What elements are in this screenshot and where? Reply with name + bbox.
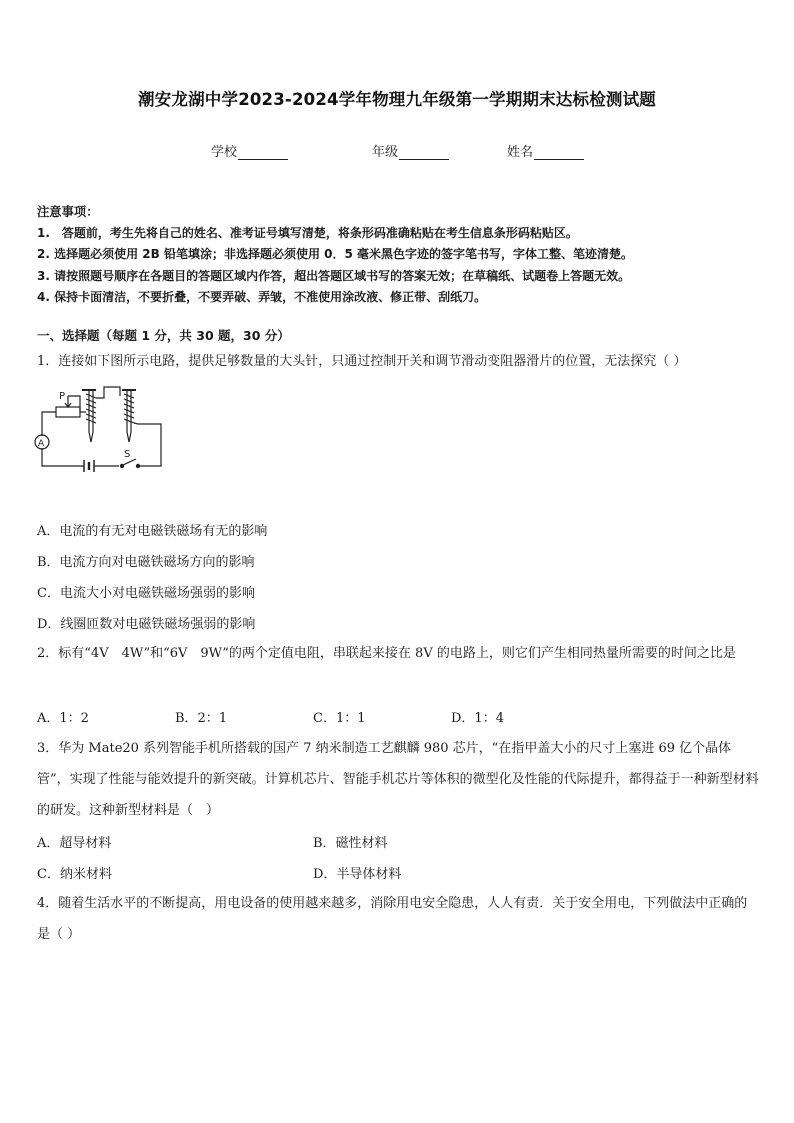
- rheostat-slider-label: P: [59, 391, 66, 402]
- question-4-stem: 4．随着生活水平的不断提高，用电设备的使用越来越多，消除用电安全隐患，人人有责．关于安全用电，下列做法中正确的是（ ）: [37, 896, 748, 942]
- note-item-2: 2. 选择题必须使用 2B 铅笔填涂；非选择题必须使用 0．5 毫米黑色字迹的签字笔书写，字体工整、笔迹清楚。: [37, 247, 633, 262]
- school-label: 学校: [211, 145, 238, 160]
- school-blank[interactable]: [238, 145, 288, 160]
- grade-field[interactable]: [372, 141, 449, 160]
- question-1-option-d[interactable]: D．线圈匝数对电磁铁磁场强弱的影响: [37, 617, 256, 632]
- student-info-row: [0, 141, 794, 161]
- switch-label: S: [124, 449, 131, 460]
- question-1-option-c[interactable]: C．电流大小对电磁铁磁场强弱的影响: [37, 586, 255, 601]
- question-2-option-d[interactable]: D．1：4: [451, 711, 504, 726]
- name-blank[interactable]: [534, 145, 584, 160]
- question-3-option-a[interactable]: A．超导材料: [37, 836, 112, 851]
- question-3-option-c[interactable]: C．纳米材料: [37, 867, 112, 882]
- question-2-option-b[interactable]: B．2：1: [175, 711, 228, 726]
- question-3-option-d[interactable]: D．半导体材料: [313, 867, 402, 882]
- question-1-option-a[interactable]: A．电流的有无对电磁铁磁场有无的影响: [37, 524, 268, 539]
- exam-notes: [37, 202, 633, 308]
- question-1-option-b[interactable]: B．电流方向对电磁铁磁场方向的影响: [37, 555, 255, 570]
- name-field[interactable]: [507, 141, 584, 160]
- question-2-option-c[interactable]: C．1：1: [313, 711, 366, 726]
- electromagnet-circuit-figure: [34, 382, 169, 472]
- school-field[interactable]: [211, 141, 288, 160]
- question-3-option-b[interactable]: B．磁性材料: [313, 836, 388, 851]
- ammeter-label: A: [38, 439, 45, 449]
- notes-title: 注意事项：: [37, 205, 99, 219]
- name-label: 姓名: [507, 145, 534, 160]
- note-item-3: 3. 请按照题号顺序在各题目的答题区域内作答，超出答题区域书写的答案无效；在草稿纸、试题卷上答题无效。: [37, 268, 631, 283]
- note-item-1: 1. 答题前，考生先将自己的姓名、准考证号填写清楚，将条形码准确粘贴在考生信息条形码粘贴区。: [37, 226, 578, 241]
- question-2-stem: 2．标有“4V 4W”和“6V 9W”的两个定值电阻，串联起来接在 8V 的电路上，则它们产生相同热量所需要的时间之比是: [37, 646, 736, 661]
- grade-blank[interactable]: [399, 145, 449, 160]
- question-1-stem: 1．连接如下图所示电路，提供足够数量的大头针，只通过控制开关和调节滑动变阻器滑片的位置，无法探究（ ）: [37, 354, 687, 369]
- rheostat-body: [56, 407, 80, 417]
- question-2-option-a[interactable]: A．1：2: [37, 711, 89, 726]
- section-title: 一、选择题（每题 1 分，共 30 题，30 分）: [37, 328, 290, 343]
- page-title: 潮安龙湖中学2023-2024学年物理九年级第一学期期末达标检测试题: [138, 90, 656, 109]
- note-item-4: 4. 保持卡面清洁，不要折叠，不要弄破、弄皱，不准使用涂改液、修正带、刮纸刀。: [37, 289, 487, 304]
- question-3-stem: 3．华为 Mate20 系列智能手机所搭载的国产 7 纳米制造工艺麒麟 980 芯片，“在指甲盖大小的尺寸上塞进 69 亿个晶体管”，实现了性能与能效提升的新突破。计算机芯片、智能手机芯片等体积的微型化及性能的代际提升，都得益于一种新型材料的研发。这种新型材料是（ ）: [37, 741, 759, 818]
- grade-label: 年级: [372, 145, 399, 160]
